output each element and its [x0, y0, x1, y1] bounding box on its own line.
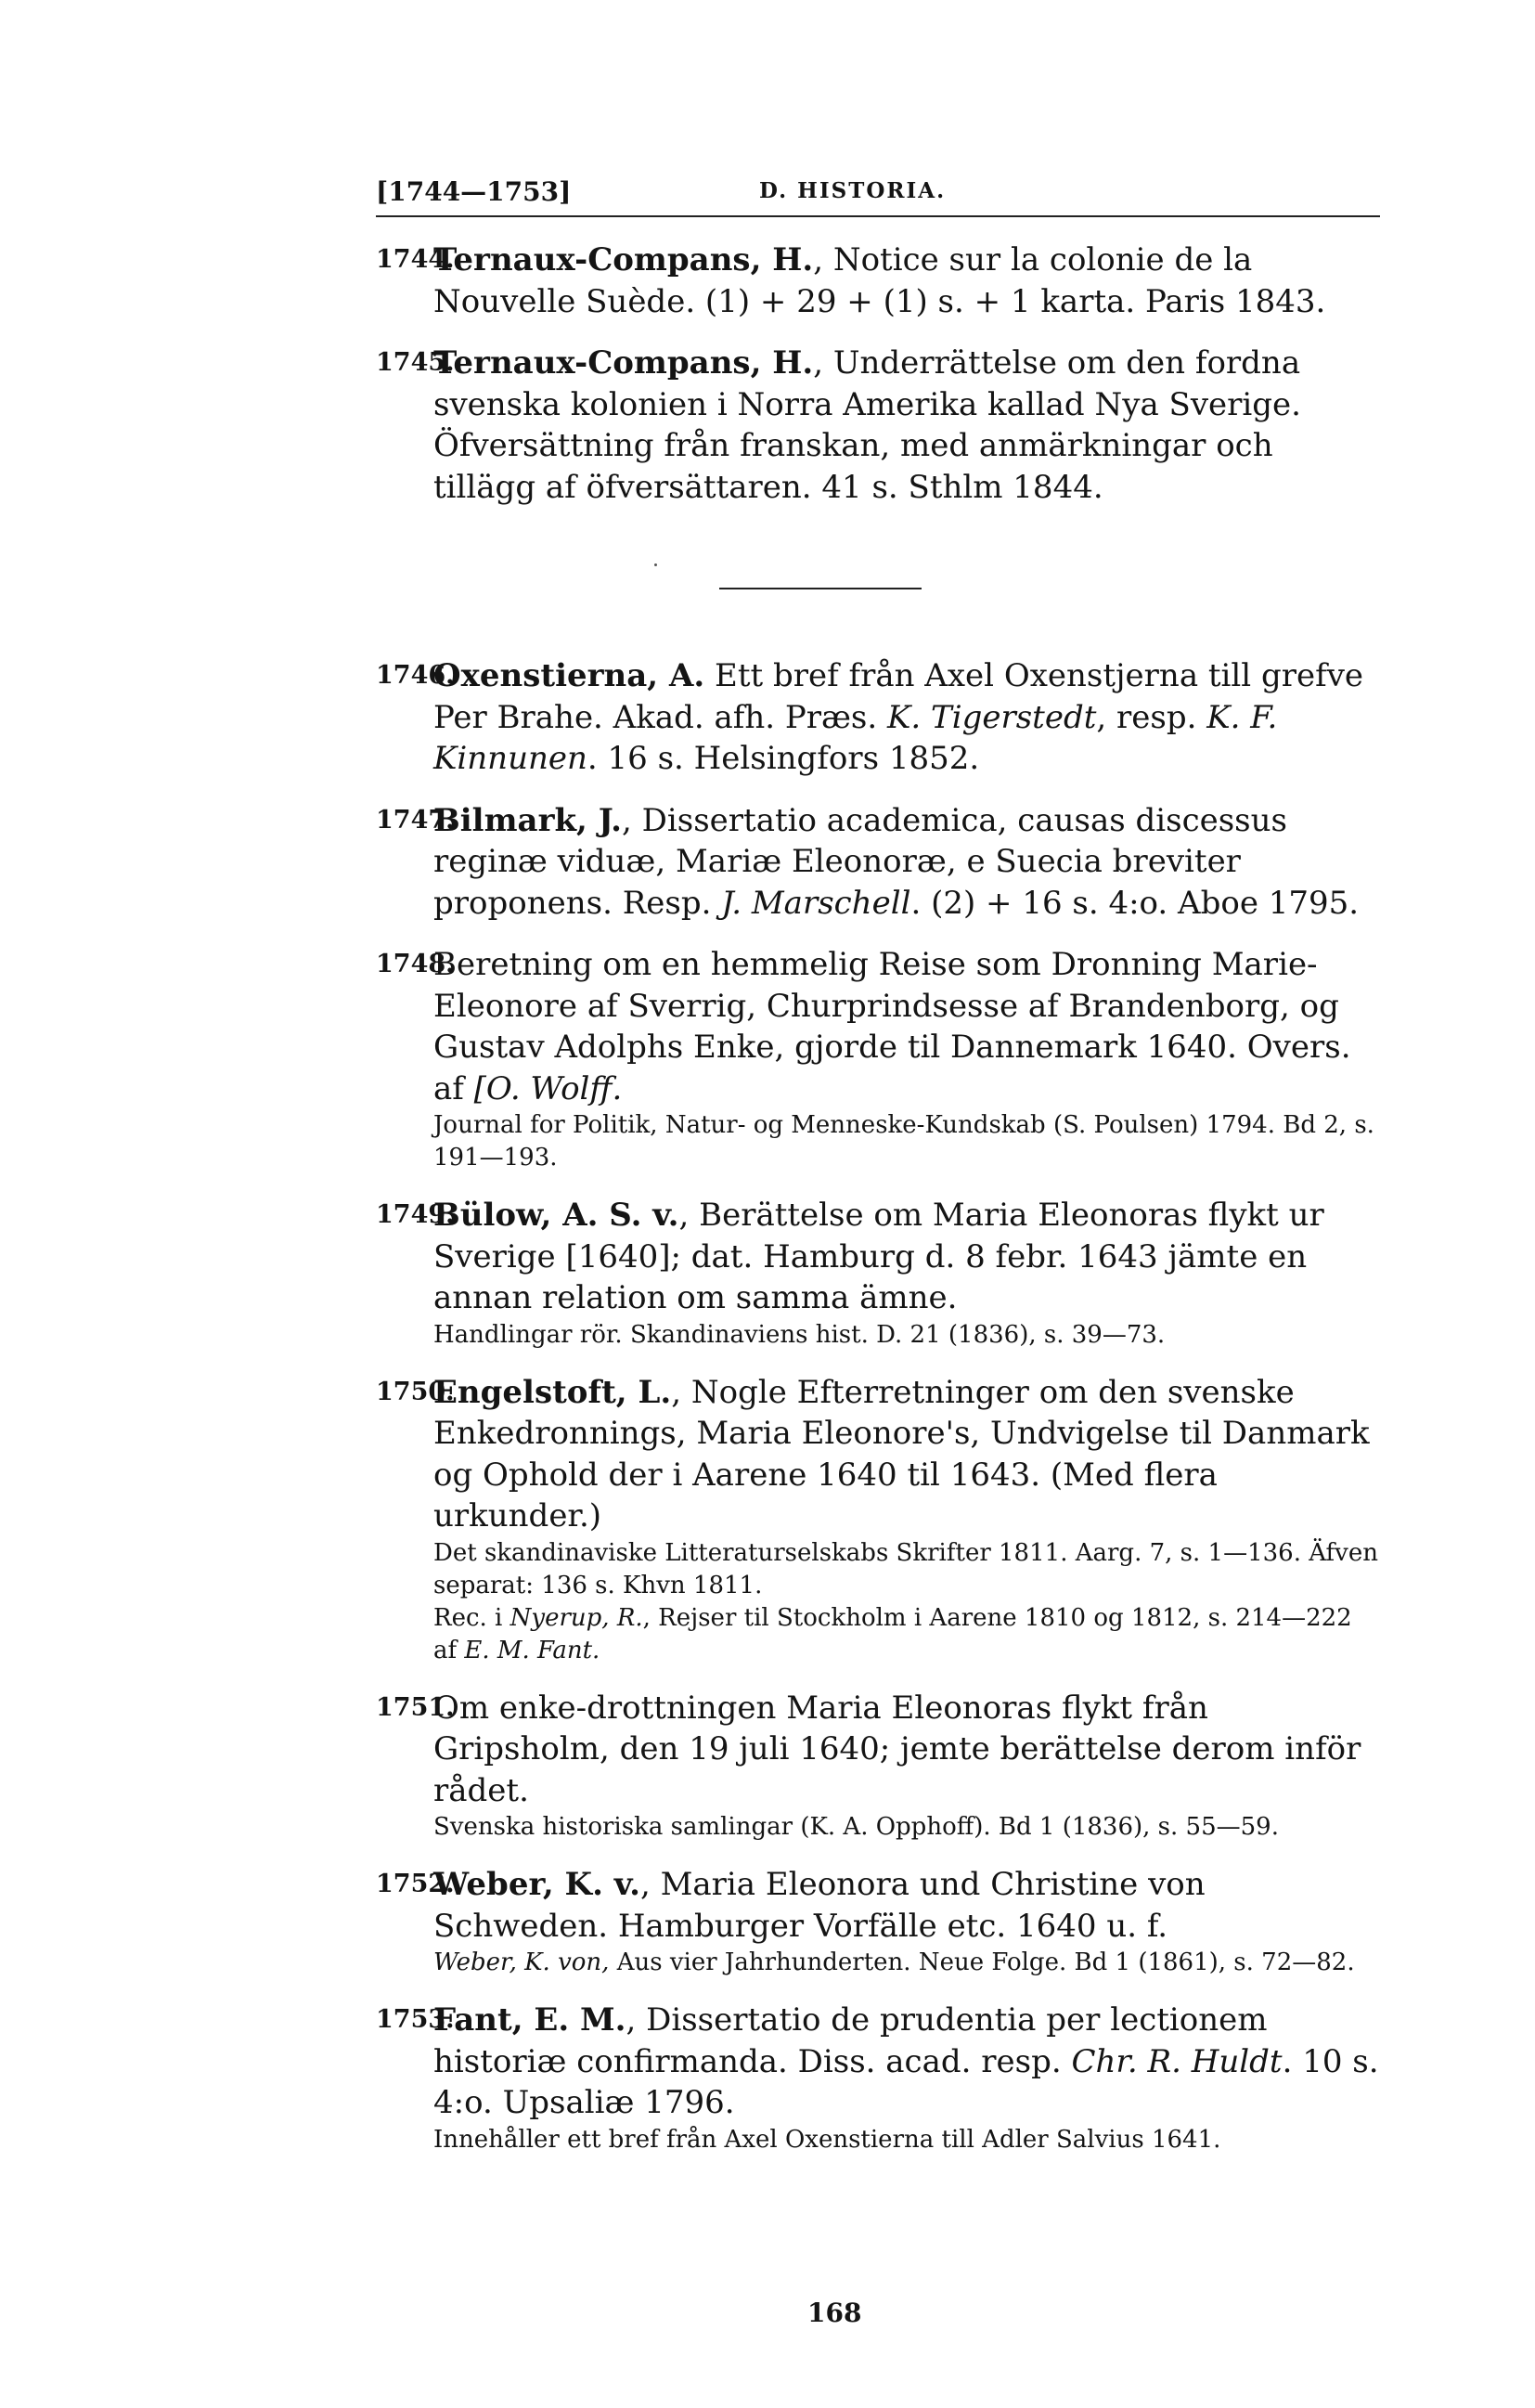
header-year-range: [1744—1753] — [376, 176, 572, 207]
entry-number: 1751. — [376, 1692, 455, 1722]
entry-text: . (2) + 16 s. 4:o. Aboe 1795. — [910, 884, 1360, 922]
entry-1745 — [376, 343, 1380, 508]
entry-author: Ternaux-Compans, H. — [433, 241, 814, 278]
entry-text: , Berättelse om Maria Eleonoras flykt ur Sverige [1640]; dat. Hamburg d. 8 febr. 1643 jämte en annan relation om samma ämne. — [433, 1197, 1324, 1316]
entry-number: 1745. — [376, 348, 455, 377]
note-text: Aus vier Jahrhunderten. Neue Folge. Bd 1 (1861), s. 72—82. — [609, 1948, 1355, 1976]
entry-note: Handlingar rör. Skandinaviens hist. D. 21 (1836), s. 39—73. — [433, 1320, 1166, 1349]
entry-1751 — [376, 1688, 1380, 1845]
page — [376, 0, 1380, 2408]
entry-number: 1753. — [376, 2005, 455, 2034]
entry-italic: J. Marschell — [721, 884, 911, 922]
entries-main — [376, 655, 1380, 2177]
entry-body — [433, 800, 1380, 925]
entry-body — [433, 1372, 1380, 1667]
entry-number: 1746. — [376, 661, 455, 690]
entry-body — [433, 944, 1380, 1174]
entries-top — [376, 240, 1380, 528]
entry-note: Det skandinaviske Litteraturselskabs Skrifter 1811. Aarg. 7, s. 1—136. Äfven separat: 136 s. Khvn 1811. — [433, 1538, 1378, 1599]
entry-text: , Notice sur la colonie de la Nouvelle Suède. (1) + 29 + (1) s. + 1 karta. Paris 1843. — [433, 241, 1326, 320]
page-number: 168 — [807, 2298, 862, 2328]
entry-text: , Dissertatio de prudentia per lectionem historiæ confirmanda. Diss. acad. resp. — [433, 2001, 1268, 2080]
entry-note: Svenska historiska samlingar (K. A. Opphoff). Bd 1 (1836), s. 55—59. — [433, 1813, 1279, 1841]
entry-italic: K. F. Kinnunen — [433, 698, 1278, 777]
entry-author: Bülow, A. S. v. — [433, 1197, 679, 1234]
section-separator — [719, 588, 922, 589]
entry-body — [433, 1688, 1380, 1845]
entry-author: Fant, E. M. — [433, 2001, 626, 2039]
entry-number: 1749. — [376, 1200, 455, 1229]
entry-1747 — [376, 800, 1380, 925]
note-italic: Nyerup, R. — [510, 1603, 643, 1632]
note-italic: E. M. Fant. — [464, 1636, 600, 1664]
entry-text: , Dissertatio academica, causas discessus reginæ viduæ, Mariæ Eleonoræ, e Suecia breviter proponens. Resp. — [433, 801, 1287, 922]
entry-number: 1748. — [376, 950, 455, 978]
entry-text: Om enke-drottningen Maria Eleonoras flykt från Gripsholm, den 19 juli 1640; jemte berättelse derom inför rådet. — [433, 1689, 1361, 1809]
entry-note: Journal for Politik, Natur- og Menneske-Kundskab (S. Poulsen) 1794. Bd 2, s. 191—193. — [433, 1111, 1374, 1172]
running-header — [376, 176, 1380, 212]
entry-author: Weber, K. v. — [433, 1866, 640, 1903]
header-section-title: D. HISTORIA. — [759, 178, 947, 203]
entry-text: . 10 s. 4:o. Upsaliæ 1796. — [433, 2042, 1379, 2121]
entry-italic: Chr. R. Huldt — [1071, 2042, 1283, 2080]
entry-text: , resp. — [1096, 698, 1207, 736]
entry-italic: [O. Wolff. — [473, 1069, 623, 1107]
entry-body — [433, 1195, 1380, 1352]
stray-dot — [654, 563, 657, 566]
note-italic: Weber, K. von, — [433, 1948, 610, 1976]
entry-body — [433, 655, 1380, 780]
entry-body — [433, 2000, 1380, 2156]
entry-number: 1752. — [376, 1870, 455, 1898]
entry-text: Beretning om en hemmelig Reise som Dronning Marie-Eleonore af Sverrig, Churprindsesse af Brandenborg, og Gustav Adolphs Enke, gjorde til Dannemark 1640. Overs. af — [433, 946, 1351, 1107]
entry-author: Ternaux-Compans, H. — [433, 344, 814, 382]
entry-note: Innehåller ett bref från Axel Oxenstierna till Adler Salvius 1641. — [433, 2125, 1221, 2154]
entry-1752 — [376, 1864, 1380, 1979]
entry-note — [433, 1947, 1380, 1979]
entry-text: Ett bref från Axel Oxenstjerna till grefve Per Brahe. Akad. afh. Præs. — [433, 657, 1364, 736]
entry-1744 — [376, 240, 1380, 322]
entry-1748 — [376, 944, 1380, 1174]
entry-author: Bilmark, J. — [433, 801, 623, 839]
note-text: Rec. i — [433, 1603, 510, 1632]
entry-author: Oxenstierna, A. — [433, 657, 705, 694]
entry-text: , Nogle Efterretninger om den svenske Enkedronnings, Maria Eleonore's, Undvigelse til Danmark og Ophold der i Aarene 1640 til 1643. (Med flera urkunder.) — [433, 1373, 1370, 1534]
entry-number: 1750. — [376, 1377, 455, 1406]
entry-author: Engelstoft, L. — [433, 1373, 672, 1411]
entry-italic: K. Tigerstedt — [887, 698, 1097, 736]
entry-number: 1744. — [376, 245, 455, 274]
entry-note — [433, 1602, 1380, 1667]
entry-body — [433, 343, 1380, 508]
entry-body — [433, 1864, 1380, 1979]
entry-text: , Maria Eleonora und Christine von Schweden. Hamburger Vorfälle etc. 1640 u. f. — [433, 1866, 1206, 1945]
entry-1753 — [376, 2000, 1380, 2156]
entry-body — [433, 240, 1380, 322]
entry-text: , Underrättelse om den fordna svenska kolonien i Norra Amerika kallad Nya Sverige. Öfversättning från franskan, med anmärkningar och tillägg af öfversättaren. 41 s. Sthlm 1844. — [433, 344, 1301, 506]
entry-text: . 16 s. Helsingfors 1852. — [587, 740, 980, 777]
entry-1750 — [376, 1372, 1380, 1667]
entry-1749 — [376, 1195, 1380, 1352]
note-text: , Rejser til Stockholm i Aarene 1810 og 1812, s. 214—222 af — [433, 1603, 1352, 1664]
entry-number: 1747. — [376, 805, 455, 835]
header-rule — [376, 215, 1380, 217]
entry-1746 — [376, 655, 1380, 780]
